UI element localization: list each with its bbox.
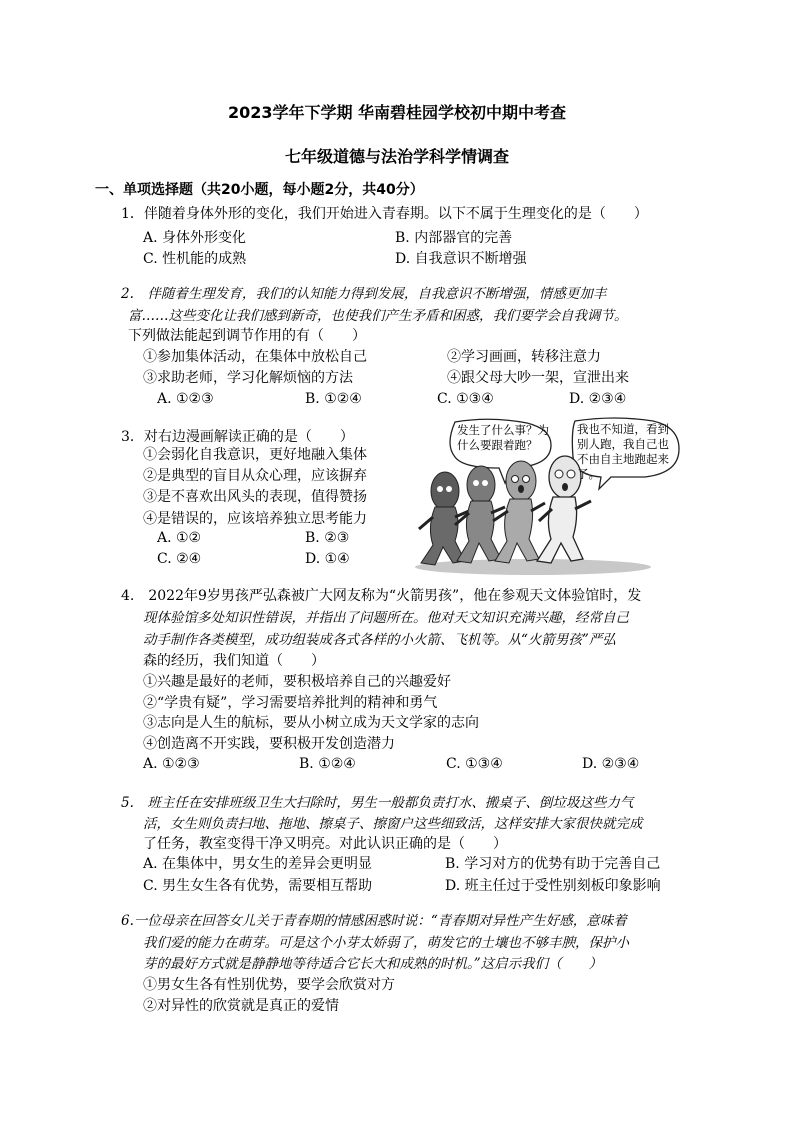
q4-stem-line2: 现体验馆多处知识性错误，并指出了问题所在。他对天文知识充满兴趣，经常自己	[143, 610, 629, 626]
q2-option-b: B. ①②④	[305, 391, 362, 407]
q1-stem: 1．伴随着身体外形的变化，我们开始进入青春期。以下不属于生理变化的是（ ）	[121, 206, 648, 222]
q2-statement-3: ③求助老师，学习化解烦恼的方法	[143, 370, 353, 386]
q2-stem-line1: 2. 伴随着生理发育，我们的认知能力得到发展，自我意识不断增强，情感更加丰	[121, 286, 607, 302]
q2-stem-line3: 下列做法能起到调节作用的有（ ）	[128, 328, 366, 344]
q3-statement-4: ④是错误的，应该培养独立思考能力	[143, 511, 367, 527]
q4-option-a: A. ①②③	[143, 756, 200, 772]
q2-stem-line2: 富……这些变化让我们感到新奇，也使我们产生矛盾和困惑，我们要学会自我调节。	[128, 308, 628, 324]
q3-option-d: D. ①④	[305, 551, 350, 567]
q1-option-d: D. 自我意识不断增强	[395, 251, 527, 267]
q2-option-c: C. ①③④	[437, 391, 494, 407]
q4-option-d: D. ②③④	[582, 756, 640, 772]
q2-statement-1: ①参加集体活动，在集体中放松自己	[143, 349, 367, 365]
q3-statement-1: ①会弱化自我意识，更好地融入集体	[143, 447, 367, 463]
q6-stem-line1: 6.一位母亲在回答女儿关于青春期的情感困惑时说：“青春期对异性产生好感，意味着	[121, 913, 627, 929]
section-heading: 一、单项选择题（共20小题，每小题2分，共40分）	[95, 182, 424, 198]
q3-option-b: B. ②③	[305, 530, 350, 546]
q4-stem-line1: 4. 2022年9岁男孩严弘森被广大网友称为“火箭男孩”，他在参观天文体验馆时，发	[121, 588, 642, 604]
crowd-running-cartoon	[415, 417, 695, 575]
q4-statement-2: ②“学贵有疑”，学习需要培养批判的精神和勇气	[143, 695, 438, 711]
q1-option-a: A. 身体外形变化	[143, 230, 247, 246]
q4-statement-4: ④创造离不开实践，要积极开发创造潜力	[143, 736, 395, 752]
q4-option-c: C. ①③④	[446, 756, 503, 772]
q6-statement-1: ①男女生各有性别优势，要学会欣赏对方	[143, 977, 395, 993]
q5-stem-line3: 了任务，教室变得干净又明亮。对此认识正确的是（ ）	[143, 836, 507, 852]
q2-statement-4: ④跟父母大吵一架，宣泄出来	[447, 370, 629, 386]
q4-statement-3: ③志向是人生的航标，要从小树立成为天文学家的志向	[143, 715, 479, 731]
q6-statement-2: ②对异性的欣赏就是真正的爱情	[143, 998, 339, 1014]
q6-stem-line3: 芽的最好方式就是静静地等待适合它长大和成熟的时机。”这启示我们（ ）	[143, 956, 603, 972]
q5-stem-line1: 5. 班主任在安排班级卫生大扫除时，男生一般都负责打水、搬桌子、倒垃圾这些力气	[121, 795, 634, 811]
q1-option-c: C. 性机能的成熟	[143, 251, 247, 267]
q1-option-b: B. 内部器官的完善	[395, 230, 513, 246]
q3-option-c: C. ②④	[157, 551, 202, 567]
q4-option-b: B. ①②④	[299, 756, 356, 772]
q2-option-a: A. ①②③	[157, 391, 214, 407]
q5-option-c: C. 男生女生各有优势，需要相互帮助	[143, 878, 373, 894]
q3-stem: 3．对右边漫画解读正确的是（ ）	[121, 429, 354, 445]
q4-stem-line4: 森的经历，我们知道（ ）	[143, 653, 325, 669]
exam-title: 2023学年下学期 华南碧桂园学校初中期中考查	[227, 103, 567, 122]
q5-option-a: A. 在集体中，男女生的差异会更明显	[143, 856, 373, 872]
speech-bubble-left: 发生了什么事？为什么要跟着跑？	[457, 423, 549, 452]
q4-stem-line3: 动手制作各类模型，成功组装成各式各样的小火箭、飞机等。从“火箭男孩”严弘	[143, 632, 616, 648]
q2-statement-2: ②学习画画，转移注意力	[447, 349, 601, 365]
q5-option-d: D. 班主任过于受性别刻板印象影响	[445, 878, 661, 894]
q3-option-a: A. ①②	[157, 530, 202, 546]
q5-stem-line2: 活，女生则负责扫地、拖地、擦桌子、擦窗户这些细致活，这样安排大家很快就完成	[143, 816, 643, 832]
q6-stem-line2: 我们爱的能力在萌芽。可是这个小芽太娇弱了，萌发它的土壤也不够丰腴，保护小	[143, 935, 629, 951]
q4-statement-1: ①兴趣是最好的老师，要积极培养自己的兴趣爱好	[143, 674, 451, 690]
q2-option-d: D. ②③④	[569, 391, 627, 407]
q3-statement-3: ③是不喜欢出风头的表现，值得赞扬	[143, 489, 367, 505]
q3-statement-2: ②是典型的盲目从众心理，应该摒弃	[143, 468, 367, 484]
q5-option-b: B. 学习对方的优势有助于完善自己	[445, 856, 661, 872]
speech-bubble-right: 我也不知道，看到别人跑，我自己也不由自主地跑起来了。	[577, 422, 669, 481]
exam-subtitle: 七年级道德与法治学科学情调查	[284, 147, 509, 166]
